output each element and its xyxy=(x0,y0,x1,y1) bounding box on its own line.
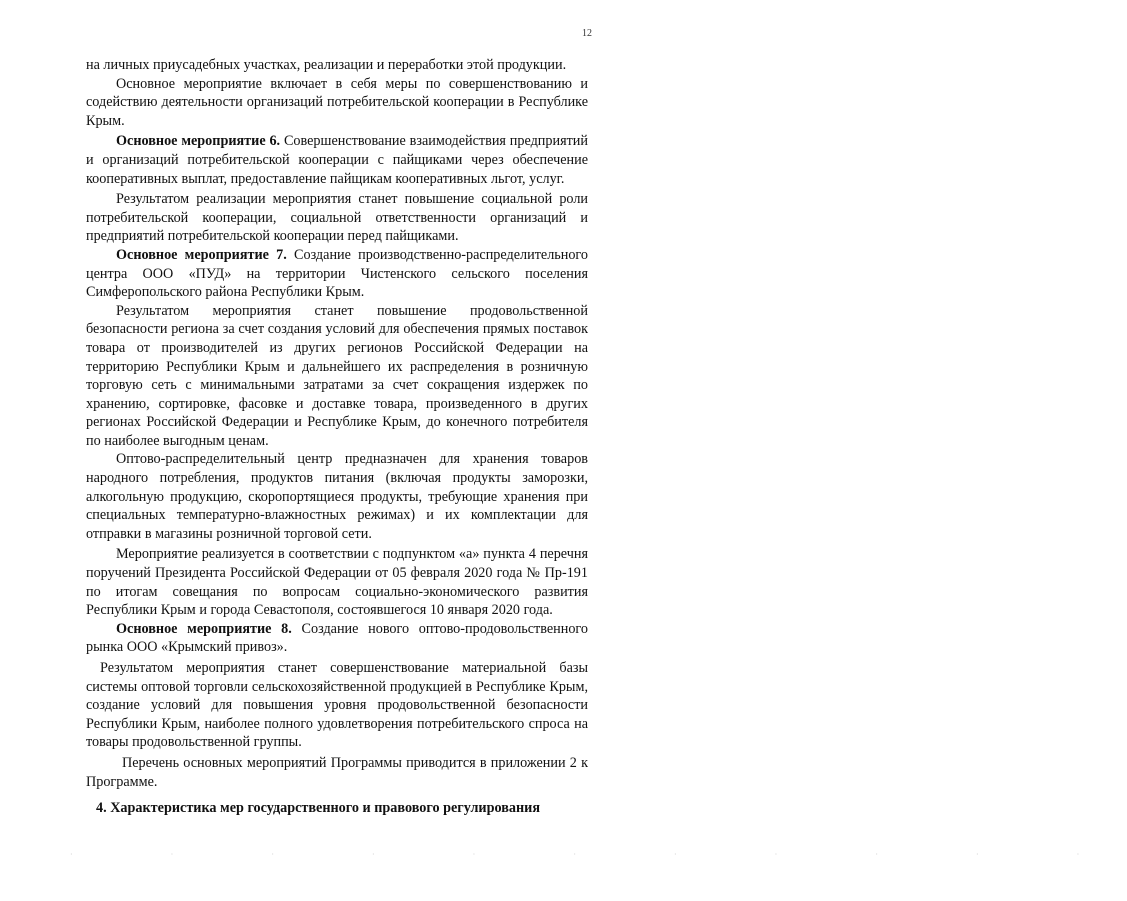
page-number: 12 xyxy=(582,28,592,39)
paragraph xyxy=(86,450,588,543)
section-heading: 4. Характеристика мер государственного и правового регулирования xyxy=(96,800,540,816)
paragraph-continuation xyxy=(86,56,588,75)
paragraph-text: Совершенствование взаимодействия предприятий и организаций потребительской кооперации с пайщиками через обеспечение кооперативных выплат, предоставление пайщикам кооперативных льгот, услуг. xyxy=(86,133,588,187)
paragraph xyxy=(86,754,588,791)
paragraph-text: Результатом реализации мероприятия станет повышение социальной роли потребительской кооперации, социальной ответственности организаций и предприятий потребительской кооперации перед пайщиками. xyxy=(86,191,588,245)
paragraph-text: на личных приусадебных участках, реализации и переработки этой продукции. xyxy=(86,57,567,73)
paragraph-measure-8 xyxy=(86,620,588,657)
paragraph xyxy=(86,545,588,619)
paragraph xyxy=(86,190,588,246)
paragraph-measure-6 xyxy=(86,132,588,188)
paragraph-measure-7 xyxy=(86,246,588,302)
paragraph xyxy=(86,75,588,131)
paragraph xyxy=(86,302,588,451)
paragraph-text: Основное мероприятие включает в себя меры по совершенствованию и содействию деятельности организаций потребительской кооперации в Республике Крым. xyxy=(86,75,588,129)
paragraph-text: Мероприятие реализуется в соответствии с подпунктом «а» пункта 4 перечня поручений Президента Российской Федерации от 05 февраля 2020 года № Пр-191 по итогам совещания по вопросам социально-экономического развития Республики Крым и города Севастополя, состоявшегося 10 января 2020 года. xyxy=(86,546,588,619)
document-body xyxy=(86,56,588,791)
paragraph-text: Результатом мероприятия станет повышение продовольственной безопасности региона за счет создания условий для обеспечения прямых поставок товара от производителей из других регионов Российской Федерации на территорию Республики Крым и дальнейшего их распределения в розничную торговую сеть с минимальными затратами за счет сокращения издержек по хранению, сортировке, фасовке и доставке товара, произведенного в других регионах Российской Федерации и Республике Крым, до конечного потребителя по наиболее выгодным ценам. xyxy=(86,302,588,449)
paragraph-lead: Основное мероприятие 6. xyxy=(116,133,281,150)
paragraph-lead: Основное мероприятие 8. xyxy=(116,620,292,637)
paragraph-lead: Основное мероприятие 7. xyxy=(116,246,287,263)
scan-noise-divider: · · · · · · · · · · · xyxy=(70,850,1127,859)
paragraph-text: Перечень основных мероприятий Программы приводится в приложении 2 к Программе. xyxy=(86,754,588,790)
paragraph-text: Создание нового оптово-продовольственного рынка ООО «Крымский привоз». xyxy=(86,620,588,656)
paragraph-text: Создание производственно-распределительного центра ООО «ПУД» на территории Чистенского сельского поселения Симферопольского района Республики Крым. xyxy=(86,246,588,301)
paragraph-text: Результатом мероприятия станет совершенствование материальной базы системы оптовой торговли сельскохозяйственной продукцией в Республике Крым, создание условий для повышения уровня продовольственной безопасности Республики Крым, наиболее полного удовлетворения потребительского спроса на товары продовольственной группы. xyxy=(86,660,588,751)
paragraph-text: Оптово-распределительный центр предназначен для хранения товаров народного потребления, продуктов питания (включая продукты заморозки, алкогольную продукцию, скоропортящиеся продукты, требующие хранения при специальных температурно-влажностных режимах) и их комплектации для отправки в магазины розничной торговой сети. xyxy=(86,451,588,542)
paragraph xyxy=(86,659,588,752)
